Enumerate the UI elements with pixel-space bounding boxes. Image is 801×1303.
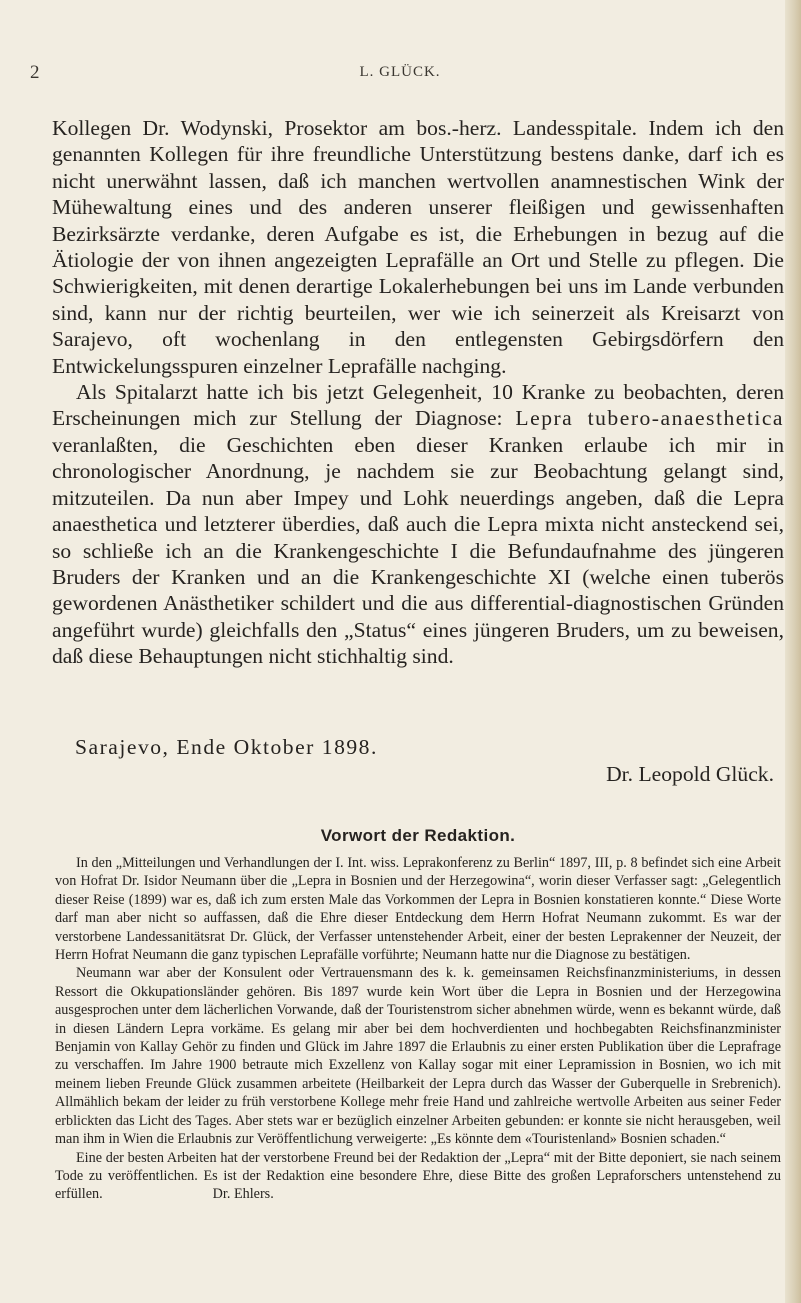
editorial-foreword — [55, 826, 781, 1204]
foreword-paragraph-1: In den „Mitteilungen und Verhandlungen der I. Int. wiss. Leprakonferenz zu Berlin“ 1897, III, p. 8 befindet sich eine Arbeit von Hofrat Dr. Isidor Neumann über die „Lepra in Bosnien und der Herzegowina“, worin dieser Verfasser sagt: „Gelegentlich dieser Reise (1899) war es, daß ich zum ersten Male das Vorkommen der Lepra in Bosnien konstatieren konnte.“ Diese Worte darf man aber nicht so auffassen, daß die Ehre dieser Entdeckung dem Herrn Hofrat Neumann zukommt. Es war der verstorbene Landessanitätsrat Dr. Glück, der Verfasser untenstehender Arbeit, einer der besten Leprakenner der Neuzeit, der Herrn Hofrat Neumann die ganz typischen Leprafälle vorführte; Neumann hatte nur die Diagnose zu bestätigen. — [55, 855, 781, 964]
diagnosis-term: Lepra tubero-anaesthetica — [515, 406, 784, 431]
foreword-paragraph-3-text: Eine der besten Arbeiten hat der verstorbene Freund bei der Redaktion der „Lepra“ mit der Bitte deponiert, sie nach seinem Tode zu veröffentlichen. Es ist der Redaktion eine besondere Ehre, diese Bitte des großen Lepraforschers untenstehend zu erfüllen. — [55, 1149, 781, 1203]
place-date-line: Sarajevo, Ende Oktober 1898. — [75, 735, 378, 759]
author-signature — [606, 762, 774, 787]
paragraph-2-rest: veranlaßten, die Geschichten eben dieser Kranken erlaube ich mir in chronologischer Anordnung, je nachdem sie zur Beobachtung gelangt sind, mitzuteilen. Da nun aber Impey und Lohk neuerdings angeben, daß die Lepra anaesthetica und letzterer überdies, daß auch die Lepra mixta nicht ansteckend sei, so schließe ich an die Krankengeschichte I die Befundaufnahme des jüngeren Bruders der Kranken und an die Krankengeschichte XI (welche einen tuberös gewordenen Anästhetiker schildert und die aus differential-diagnostischen Gründen angeführt wurde) gleichfalls den „Status“ eines jüngeren Bruders, um zu beweisen, daß diese Behauptungen nicht stichhaltig sind. — [52, 432, 784, 669]
body-paragraph-1: Kollegen Dr. Wodynski, Prosektor am bos.-herz. Landesspitale. Indem ich den genannten Kollegen für ihre freundliche Unterstützung bestens danke, darf ich es nicht unerwähnt lassen, daß ich manchen wertvollen anamnestischen Wink der Mühewaltung eines und des anderen unserer fleißigen und gewissenhaften Bezirksärzte verdanke, deren Aufgabe es ist, die Erhebungen in bezug auf die Ätiologie der von ihnen angezeigten Leprafälle an Ort und Stelle zu pflegen. Die Schwierigkeiten, mit denen derartige Lokalerhebungen bei uns im Lande verbunden sind, kann nur der richtig beurteilen, wer wie ich seinerzeit als Kreisarzt von Sarajevo, oft wochenlang in den entlegensten Gebirgsdörfern den Entwickelungsspuren einzelner Leprafälle nachging. — [52, 116, 784, 378]
page-edge — [785, 0, 801, 1303]
paragraph-2-start: Als Spitalarzt hatte ich bis jetzt Gelegenheit, 10 Kranke zu beobachten, deren Erscheinungen mich zur Stellung der Diagnose: — [52, 380, 784, 431]
foreword-paragraph-2: Neumann war aber der Konsulent oder Vertrauensmann des k. k. gemeinsamen Reichsfinanzministeriums, in dessen Ressort die Okkupationsländer gehören. Bis 1897 wurde kein Wort über die Lepra in Bosnien und der Herzegowina ausgesprochen unter dem lächerlichen Vorwande, daß der Touristenstrom sicher abnehmen würde, wenn es bekannt würde, daß in diesen Ländern Lepra vorkäme. Es gelang mir aber bei dem hochverdienten und hochbegabten Reichsfinanzminister Benjamin von Kallay Gehör zu finden und Glück im Jahre 1897 die Erlaubnis zu einer ersten Publikation über die Leprafrage zu verschaffen. Im Jahre 1900 betraute mich Exzellenz von Kallay sogar mit einer Lepramission in Bosnien, wo ich mit meinem lieben Freunde Glück zusammen arbeitete (Heilbarkeit der Lepra durch das Wasser der Guberquelle in Srebrenich). Allmählich bekam der leider zu früh verstorbene Kollege mehr freie Hand und zahlreiche wertvolle Arbeiten aus seiner Feder erblickten das Licht des Tages. Aber stets war er bezüglich einzelner Arbeiten gebunden: er konnte sie nicht herausgeben, weil man ihm in Wien die Erlaubnis zur Veröffentlichung verweigerte: „Es könnte dem «Touristenland» Bosnien schaden.“ — [55, 965, 781, 1148]
foreword-paragraph-3 — [55, 1149, 781, 1204]
foreword-text — [55, 854, 781, 1204]
running-head: L. GLÜCK. — [359, 64, 441, 80]
page-header — [30, 62, 770, 84]
page-number: 2 — [30, 62, 40, 83]
article-body — [52, 115, 784, 670]
author-name: Dr. Leopold Glück. — [606, 762, 774, 786]
body-paragraph-2 — [52, 379, 784, 669]
foreword-signature: Dr. Ehlers. — [212, 1186, 274, 1203]
foreword-title: Vorwort der Redaktion. — [320, 826, 516, 845]
